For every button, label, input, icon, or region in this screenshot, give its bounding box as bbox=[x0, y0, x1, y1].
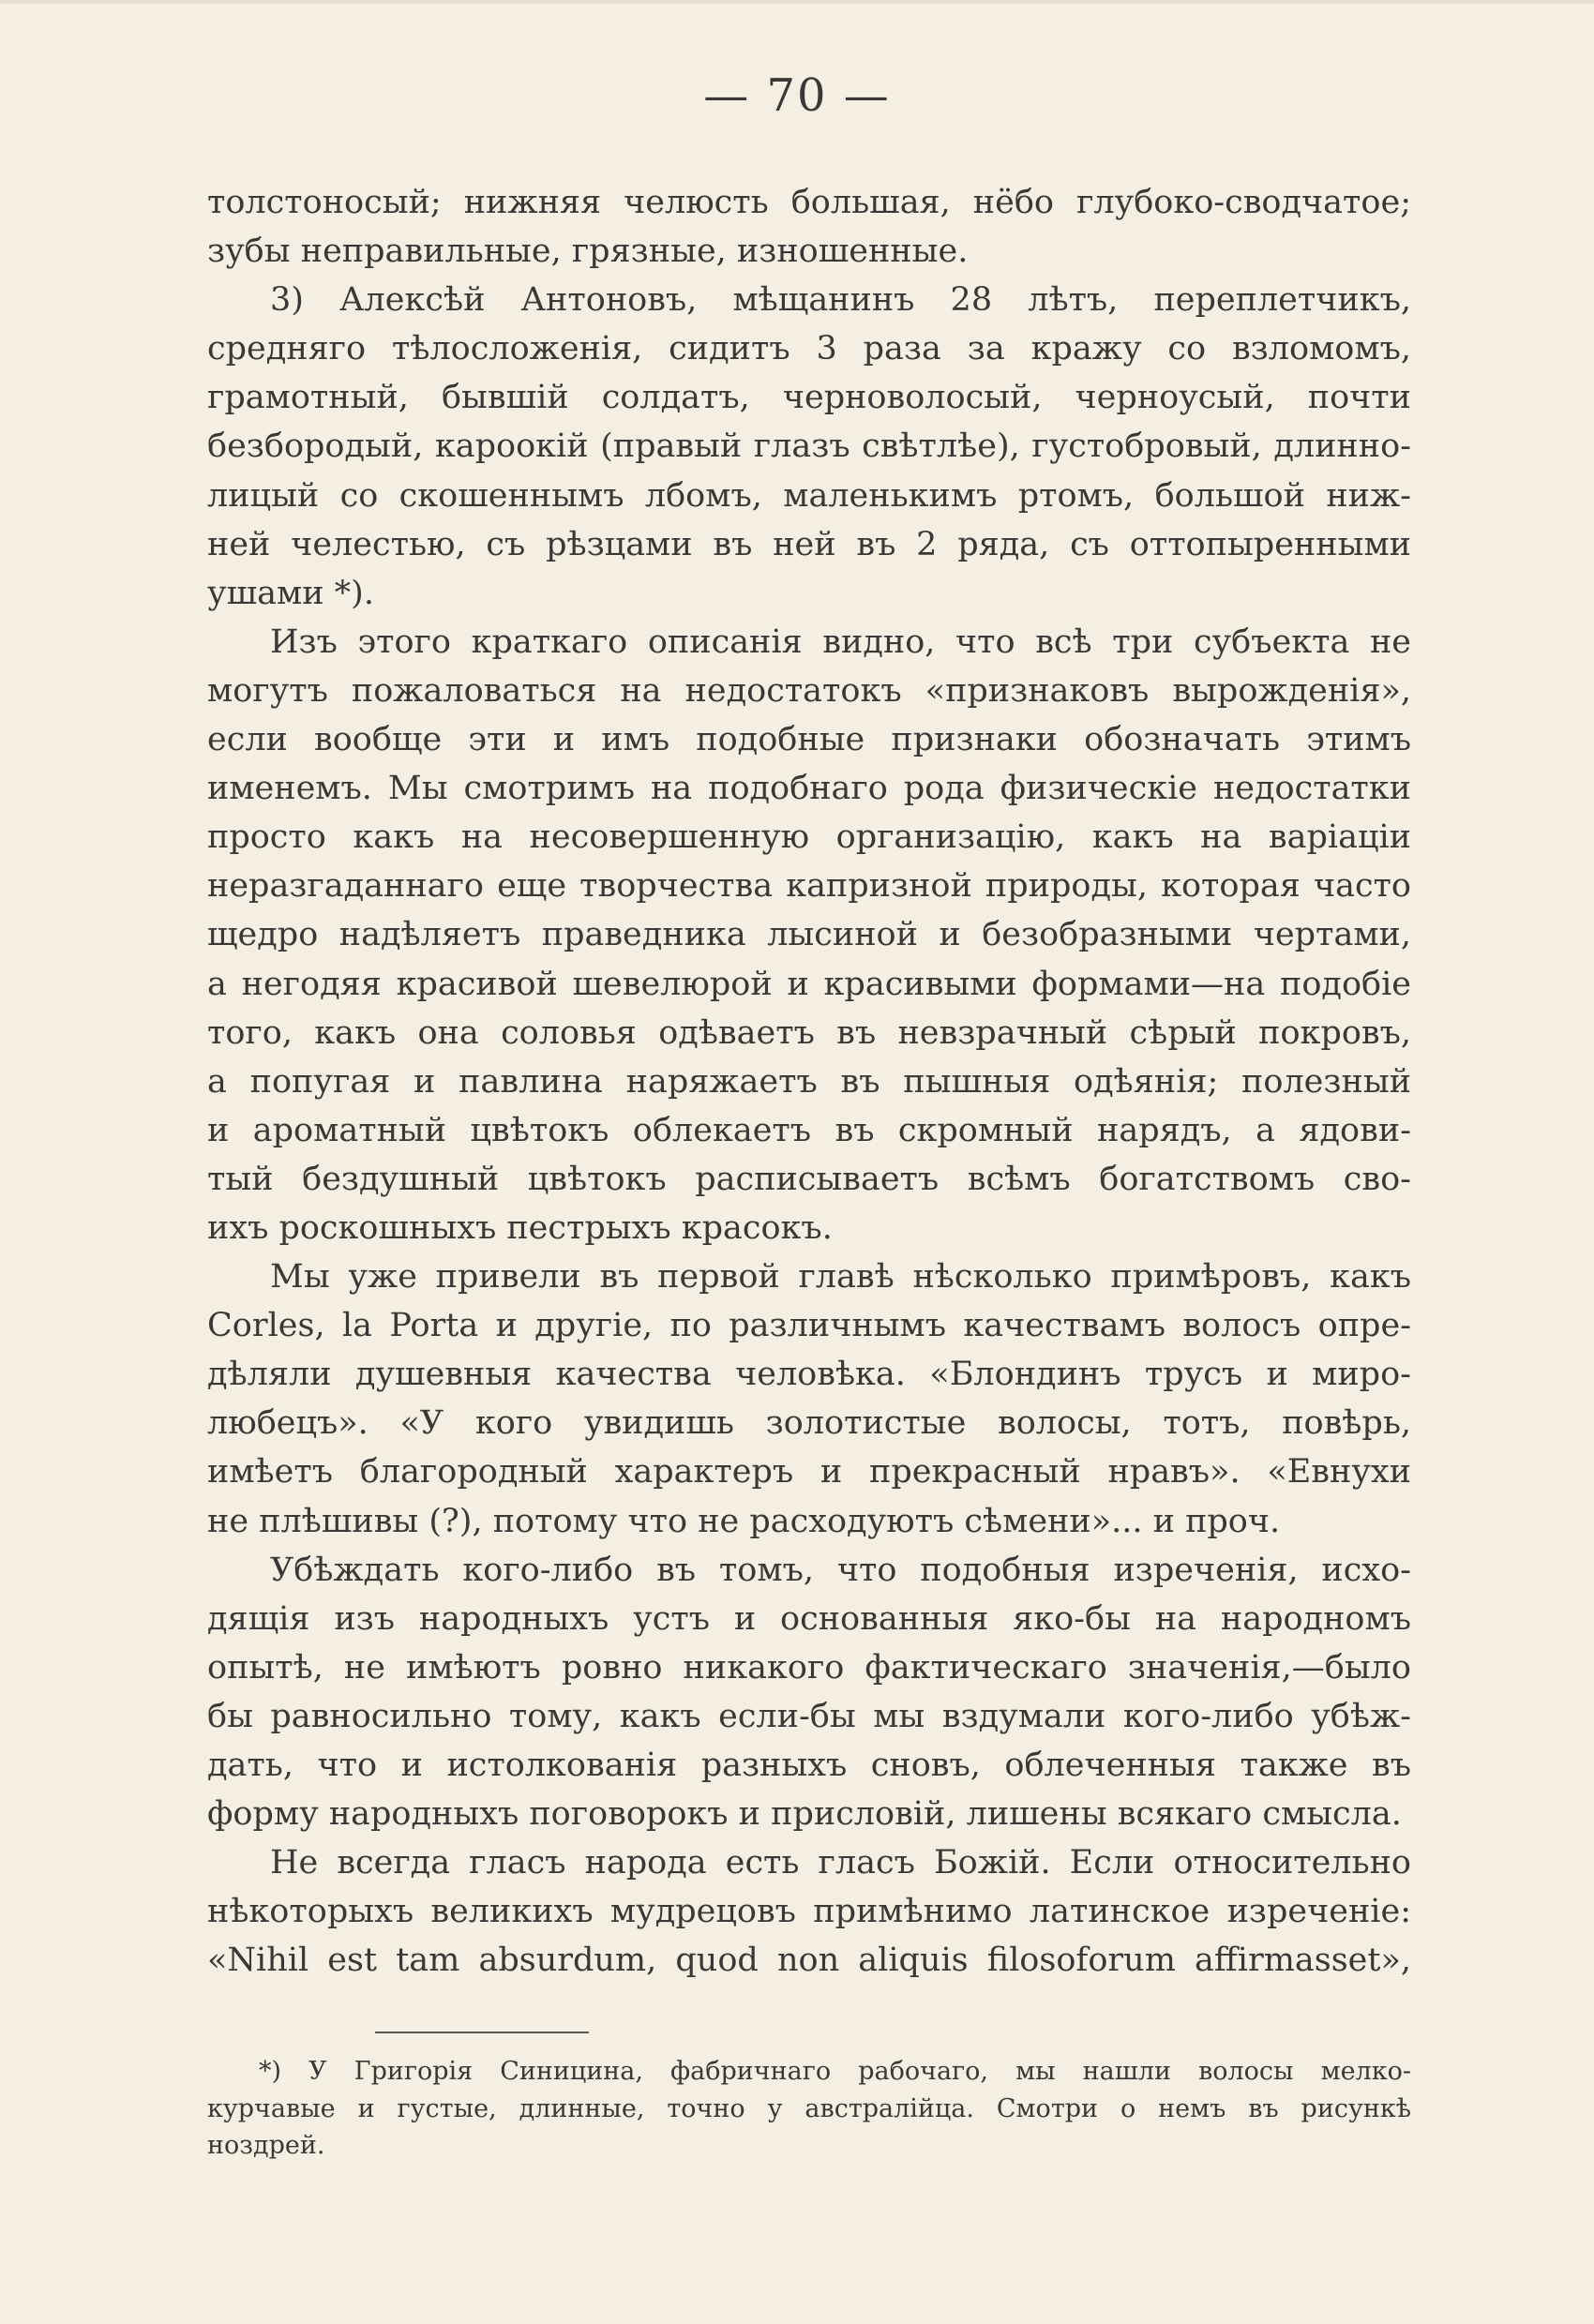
text-line: ушами *). bbox=[207, 574, 374, 612]
text-line: любецъ». «У кого увидишь золотистые волосы, тотъ, повѣрь, bbox=[207, 1404, 1411, 1443]
text-line: ихъ роскошныхъ пестрыхъ красокъ. bbox=[207, 1208, 833, 1247]
text-line: ней челестью, съ рѣзцами въ ней въ 2 ряда, съ оттопыренными bbox=[207, 525, 1411, 563]
text-line: форму народныхъ поговорокъ и присловій, лишены всякаго смысла. bbox=[207, 1795, 1402, 1834]
footnote-line: *) У Григорія Синицина, фабричнаго рабочаго, мы нашли волосы мелко- bbox=[259, 2057, 1411, 2086]
text-line: Мы уже привели въ первой главѣ нѣсколько примѣровъ, какъ bbox=[270, 1258, 1411, 1297]
text-line: щедро надѣляетъ праведника лысиной и безобразными чертами, bbox=[207, 916, 1411, 954]
text-line: неразгаданнаго еще творчества капризной природы, которая часто bbox=[207, 867, 1411, 906]
text-line: и ароматный цвѣтокъ облекаетъ въ скромный нарядъ, а ядови- bbox=[207, 1111, 1411, 1149]
text-line: тый бездушный цвѣтокъ расписываетъ всѣмъ богатствомъ сво- bbox=[207, 1160, 1411, 1198]
text-line: опытѣ, не имѣютъ ровно никакого фактическаго значенія,—было bbox=[207, 1648, 1411, 1687]
text-line: 3) Алексѣй Антоновъ, мѣщанинъ 28 лѣтъ, переплетчикъ, bbox=[270, 281, 1411, 320]
text-line: бы равносильно тому, какъ если-бы мы вздумали кого-либо убѣж- bbox=[207, 1697, 1411, 1735]
text-line: дѣляли душевныя качества человѣка. «Блондинъ трусъ и миро- bbox=[207, 1356, 1411, 1394]
text-line: Corles, la Porta и другіе, по различнымъ качествамъ волосъ опре- bbox=[207, 1307, 1411, 1345]
text-line: а попугая и павлина наряжаетъ въ пышныя одѣянія; полезный bbox=[207, 1062, 1411, 1101]
footnote-line: ноздрей. bbox=[207, 2131, 325, 2160]
footnote-rule bbox=[375, 2032, 589, 2033]
text-line: а негодяя красивой шевелюрой и красивыми формами—на подобіе bbox=[207, 965, 1411, 1003]
text-line: если вообще эти и имъ подобные признаки обозначать этимъ bbox=[207, 721, 1411, 759]
footnote bbox=[207, 2053, 1411, 2165]
text-line: толстоносый; нижняя челюсть большая, нёбо глубоко-сводчатое; bbox=[207, 184, 1411, 221]
text-line: средняго тѣлосложенія, сидитъ 3 раза за кражу со взломомъ, bbox=[207, 330, 1411, 368]
text-line: «Nihil est tam absurdum, quod non aliquis filosoforum affirmasset», bbox=[207, 1942, 1411, 1980]
text-line: просто какъ на несовершенную организацію, какъ на варіаціи bbox=[207, 818, 1411, 857]
text-line: не плѣшивы (?), потому что не расходуютъ сѣмени»... и проч. bbox=[207, 1502, 1281, 1540]
text-line: дать, что и истолкованія разныхъ сновъ, облеченныя также въ bbox=[207, 1747, 1411, 1784]
text-line: лицый со скошеннымъ лбомъ, маленькимъ ртомъ, большой ниж- bbox=[207, 476, 1411, 515]
page-top-edge bbox=[0, 0, 1594, 4]
page-number: — 70 — bbox=[703, 69, 891, 122]
text-line: Изъ этого краткаго описанія видно, что всѣ три субъекта не bbox=[270, 622, 1411, 661]
text-line: нѣкоторыхъ великихъ мудрецовъ примѣнимо латинское изреченіе: bbox=[207, 1893, 1411, 1931]
footnote-line: курчавые и густые, длинные, точно у австралійца. Смотри о немъ въ рисункѣ bbox=[207, 2093, 1411, 2123]
text-line: грамотный, бывшій солдатъ, черноволосый, черноусый, почти bbox=[207, 379, 1411, 417]
text-line: дящія изъ народныхъ устъ и основанныя яко-бы на народномъ bbox=[207, 1599, 1411, 1638]
text-line: зубы неправильные, грязные, изношенные. bbox=[207, 232, 969, 271]
text-line: имѣетъ благородный характеръ и прекрасный нравъ». «Евнухи bbox=[207, 1453, 1411, 1492]
body-text bbox=[207, 178, 1411, 1985]
text-line: именемъ. Мы смотримъ на подобнаго рода физическіе недостатки bbox=[207, 770, 1411, 808]
text-line: того, какъ она соловья одѣваетъ въ невзрачный сѣрый покровъ, bbox=[207, 1013, 1411, 1052]
text-line: Убѣждать кого-либо въ томъ, что подобныя изреченія, исхо- bbox=[270, 1551, 1411, 1589]
text-line: Не всегда гласъ народа есть гласъ Божій. Если относительно bbox=[270, 1844, 1411, 1882]
text-line: могутъ пожаловаться на недостатокъ «признаковъ вырожденія», bbox=[207, 671, 1411, 710]
text-line: безбородый, карoокій (правый глазъ свѣтлѣе), густобровый, длинно- bbox=[207, 427, 1411, 466]
